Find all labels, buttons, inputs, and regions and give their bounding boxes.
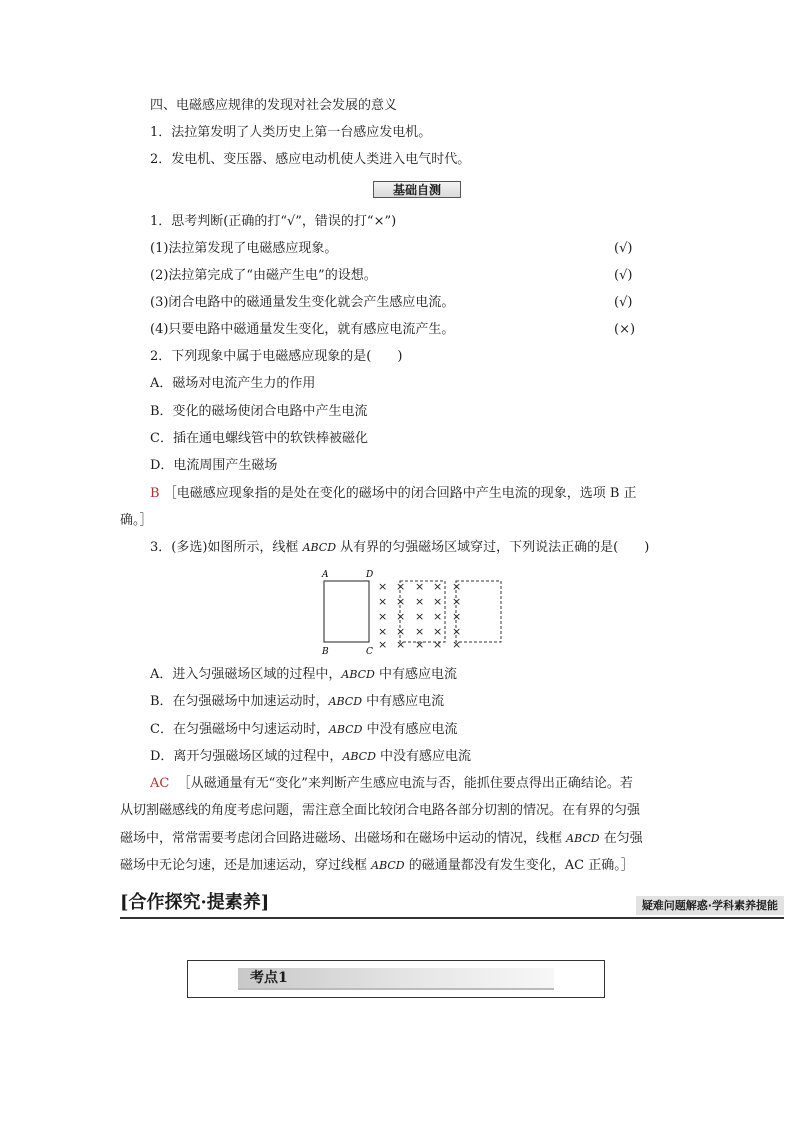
field-cross: × bbox=[396, 638, 406, 651]
q3-option-d bbox=[150, 748, 471, 766]
field-cross: × bbox=[415, 625, 425, 638]
field-cross: × bbox=[396, 595, 406, 608]
q1-title: 1．思考判断(正确的打“√”，错误的打“×”) bbox=[150, 214, 397, 229]
label-d: D bbox=[366, 570, 374, 580]
field-cross: × bbox=[378, 638, 388, 651]
q3-explanation-line-3-abcd: ABCD bbox=[566, 832, 600, 845]
q1-item-2: (2)法拉第完成了“由磁产生电”的设想。 bbox=[150, 268, 377, 283]
label-b: B bbox=[322, 647, 329, 657]
q3-option-a-pre: A．进入匀强磁场区域的过程中， bbox=[150, 667, 342, 682]
field-cross: × bbox=[433, 595, 443, 608]
q3-explanation-line-2: 从切割磁感线的角度考虑问题，需注意全面比较闭合电路各部分切割的情况。在有界的匀强 bbox=[120, 803, 641, 818]
section-rule bbox=[120, 917, 784, 919]
q3-option-a-post: 中有感应电流 bbox=[374, 667, 457, 682]
q3-option-b-post: 中有感应电流 bbox=[362, 694, 445, 709]
field-cross: × bbox=[433, 610, 443, 623]
q3-option-a bbox=[150, 666, 457, 684]
label-c: C bbox=[366, 647, 373, 657]
section-heading: 四、电磁感应规律的发现对社会发展的意义 bbox=[150, 98, 398, 113]
q3-explanation-line-3 bbox=[120, 830, 643, 848]
q3-explanation-line-4-abcd: ABCD bbox=[371, 859, 405, 872]
q3-explanation-line-4-pre: 磁场中无论匀速，还是加速运动，穿过线框 bbox=[120, 858, 372, 873]
kaodian-title: 考点1 bbox=[250, 970, 288, 986]
q3-explanation-line-1 bbox=[150, 775, 633, 793]
magnetic-field-crosses bbox=[378, 580, 461, 651]
q3-explanation-line-3-post: 在匀强 bbox=[599, 831, 643, 846]
q2-option-d: D．电流周围产生磁场 bbox=[150, 458, 278, 473]
q3-stem-pre: 3．(多选)如图所示，线框 bbox=[150, 540, 303, 555]
field-cross: × bbox=[378, 595, 388, 608]
q2-stem: 2．下列现象中属于电磁感应现象的是( ) bbox=[150, 349, 403, 364]
field-cross: × bbox=[378, 625, 388, 638]
q2-option-c: C．插在通电螺线管中的软铁棒被磁化 bbox=[150, 431, 368, 446]
field-cross: × bbox=[396, 610, 406, 623]
q3-option-a-abcd: ABCD bbox=[341, 668, 375, 681]
q3-option-c-abcd: ABCD bbox=[328, 723, 363, 736]
field-cross: × bbox=[415, 580, 425, 593]
q3-option-c bbox=[150, 721, 458, 739]
q1-mark-1: (√) bbox=[614, 241, 633, 256]
field-cross: × bbox=[452, 580, 462, 593]
section-tag: 疑难问题解惑·学科素养提能 bbox=[636, 896, 784, 915]
field-cross: × bbox=[452, 625, 462, 638]
field-cross: × bbox=[433, 638, 443, 651]
q3-explanation-text-1: ［从磁通量有无“变化”来判断产生感应电流与否，能抓住要点得出正确结论。若 bbox=[177, 776, 633, 791]
q3-stem bbox=[150, 539, 649, 557]
field-cross: × bbox=[433, 625, 443, 638]
section-title: [合作探究·提素养] bbox=[120, 892, 270, 913]
q3-stem-post: 从有界的匀强磁场区域穿过，下列说法正确的是( ) bbox=[336, 540, 650, 555]
field-cross: × bbox=[415, 638, 425, 651]
q1-mark-2: (√) bbox=[614, 268, 633, 283]
section-header bbox=[120, 890, 784, 918]
q3-option-d-pre: D．离开匀强磁场区域的过程中， bbox=[150, 749, 343, 764]
field-cross: × bbox=[378, 610, 388, 623]
q1-item-1: (1)法拉第发现了电磁感应现象。 bbox=[150, 241, 338, 256]
field-cross: × bbox=[452, 610, 462, 623]
q3-option-d-abcd: ABCD bbox=[342, 750, 376, 763]
q3-explanation-line-3-pre: 磁场中，常常需要考虑闭合回路进磁场、出磁场和在磁场中运动的情况，线框 bbox=[120, 831, 567, 846]
field-cross: × bbox=[396, 580, 406, 593]
field-cross: × bbox=[452, 638, 462, 651]
intro-paragraph-2: 2．发电机、变压器、感应电动机使人类进入电气时代。 bbox=[150, 152, 471, 167]
self-test-banner: 基础自测 bbox=[373, 181, 461, 198]
q1-item-3: (3)闭合电路中的磁通量发生变化就会产生感应电流。 bbox=[150, 295, 455, 310]
field-cross: × bbox=[396, 625, 406, 638]
q2-answer: B bbox=[150, 486, 160, 501]
q3-answer: AC bbox=[150, 776, 170, 791]
intro-paragraph-1: 1．法拉第发明了人类历史上第一台感应发电机。 bbox=[150, 125, 432, 140]
label-a: A bbox=[322, 570, 329, 580]
field-cross: × bbox=[378, 580, 388, 593]
q1-item-4: (4)只要电路中磁通量发生变化，就有感应电流产生。 bbox=[150, 322, 455, 337]
field-cross: × bbox=[452, 595, 462, 608]
field-cross: × bbox=[433, 580, 443, 593]
q1-mark-4: (×) bbox=[614, 322, 636, 337]
q3-explanation-line-4-post: 的磁通量都没有发生变化，AC 正确。］ bbox=[404, 858, 634, 873]
q3-option-b-pre: B．在匀强磁场中加速运动时， bbox=[150, 694, 329, 709]
kaodian-box bbox=[187, 960, 605, 998]
q3-option-d-post: 中没有感应电流 bbox=[375, 749, 472, 764]
q3-stem-abcd: ABCD bbox=[302, 541, 337, 554]
q3-option-b bbox=[150, 693, 444, 711]
q3-option-c-post: 中没有感应电流 bbox=[362, 722, 458, 737]
coil-position-dashed-2 bbox=[456, 581, 501, 642]
q2-option-a: A．磁场对电流产生力的作用 bbox=[150, 376, 316, 391]
magnetic-field-figure bbox=[318, 566, 508, 658]
q3-explanation-line-4 bbox=[120, 857, 634, 875]
kaodian-label bbox=[238, 968, 554, 990]
coil-abcd bbox=[324, 581, 369, 642]
q3-option-b-abcd: ABCD bbox=[328, 695, 363, 708]
q3-option-c-pre: C．在匀强磁场中匀速运动时， bbox=[150, 722, 329, 737]
q2-explanation-line-2: 确。］ bbox=[120, 513, 153, 528]
field-cross: × bbox=[415, 610, 425, 623]
q2-explanation-text: ［电磁感应现象指的是处在变化的磁场中的闭合回路中产生电流的现象，选项 B 正 bbox=[163, 486, 637, 501]
q1-mark-3: (√) bbox=[614, 295, 633, 310]
field-cross: × bbox=[415, 595, 425, 608]
q2-option-b: B．变化的磁场使闭合电路中产生电流 bbox=[150, 404, 368, 419]
q2-explanation-line-1 bbox=[150, 485, 637, 503]
